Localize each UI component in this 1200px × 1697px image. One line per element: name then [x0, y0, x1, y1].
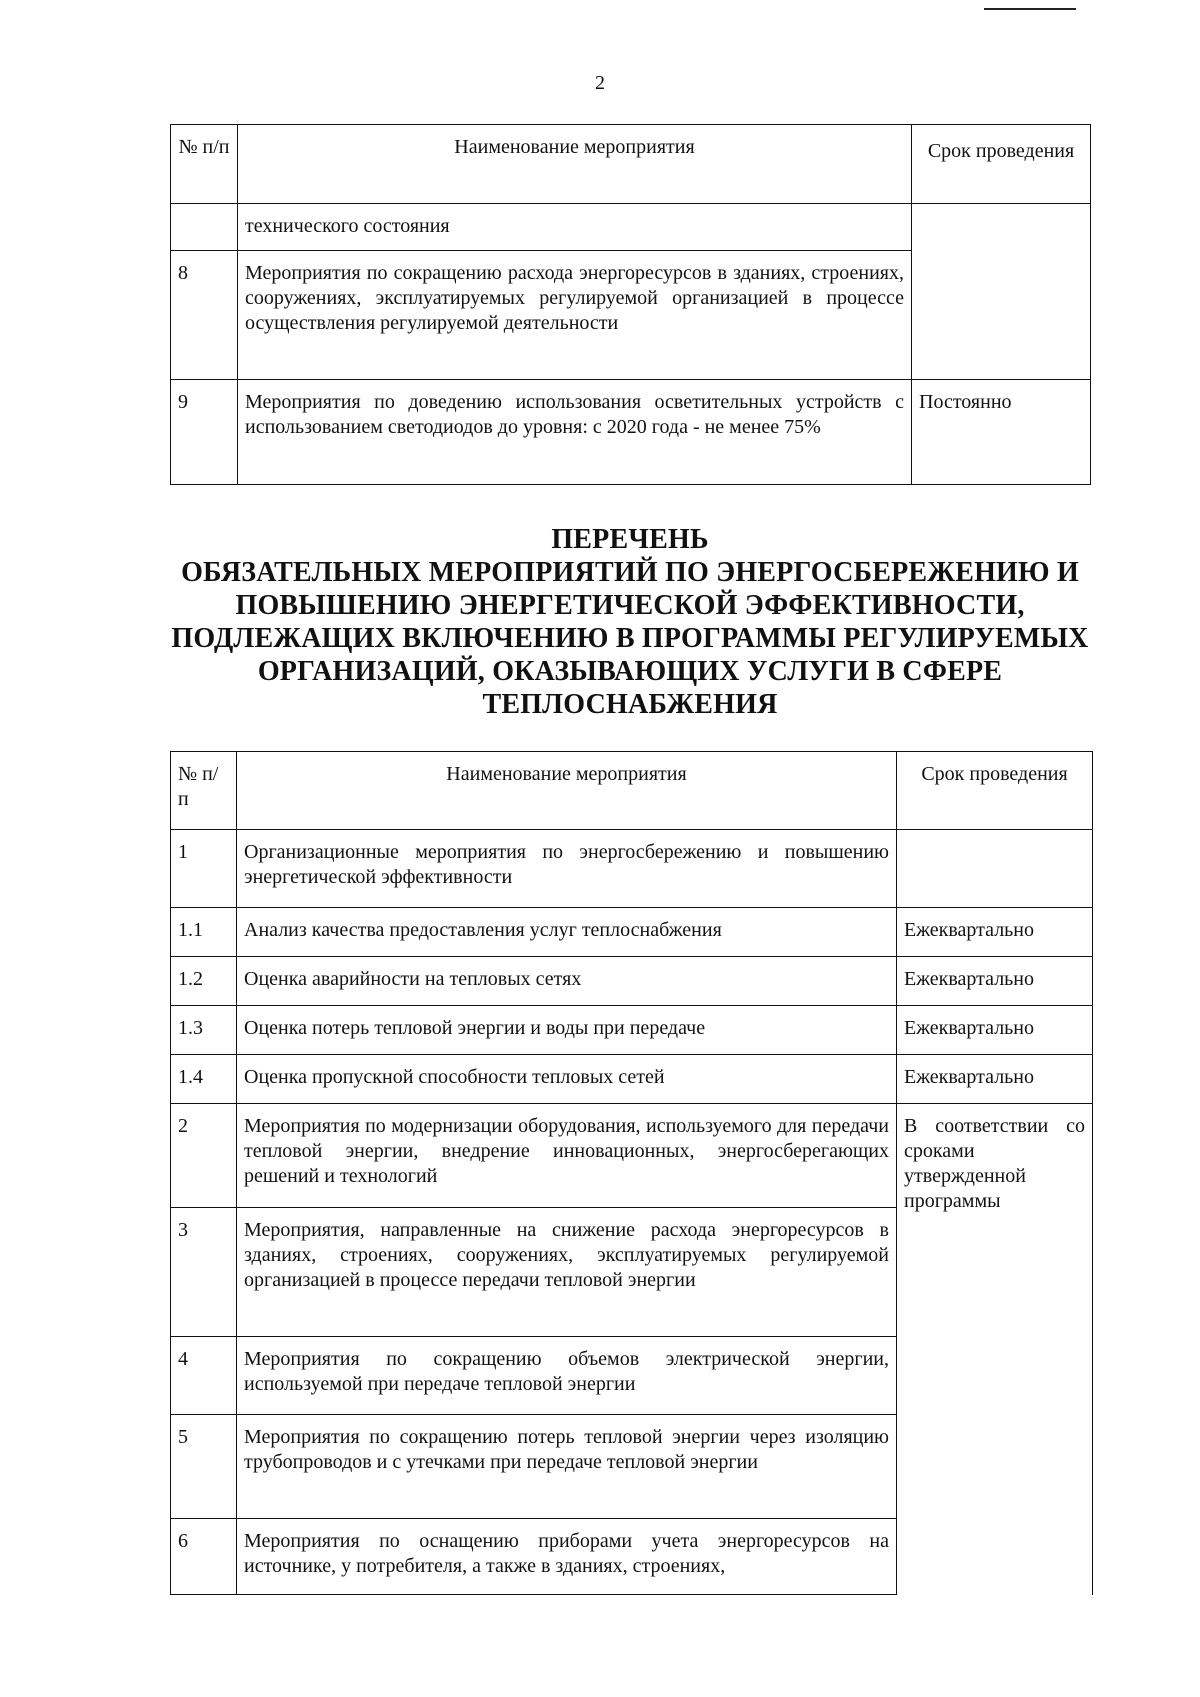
- row-num: [171, 204, 238, 251]
- row-name: Мероприятия по оснащению приборами учета энергоресурсов на источнике, у потребителя, а также в зданиях, строениях,: [237, 1519, 897, 1595]
- row-term: Ежеквартально: [897, 1055, 1093, 1104]
- page-corner-mark: [984, 8, 1076, 10]
- row-name: Оценка аварийности на тепловых сетях: [237, 957, 897, 1006]
- row-num: 6: [171, 1519, 237, 1595]
- row-name: Мероприятия по модернизации оборудования, используемого для передачи тепловой энергии, внедрение инновационных, энергосберегающих решений и технологий: [237, 1104, 897, 1208]
- title-line: ПОВЫШЕНИЮ ЭНЕРГЕТИЧЕСКОЙ ЭФФЕКТИВНОСТИ,: [235, 590, 1025, 621]
- header-term: Срок проведения: [897, 752, 1093, 830]
- row-num: 1.3: [171, 1006, 237, 1055]
- row-num: 4: [171, 1337, 237, 1415]
- measures-table: [170, 751, 1093, 1595]
- table-header-row: [171, 125, 1091, 204]
- row-name: Оценка потерь тепловой энергии и воды при передаче: [237, 1006, 897, 1055]
- row-name: технического состояния: [238, 204, 912, 251]
- row-name: Организационные мероприятия по энергосбережению и повышению энергетической эффективности: [237, 830, 897, 908]
- table-row: [171, 830, 1093, 908]
- title-line: ОРГАНИЗАЦИЙ, ОКАЗЫВАЮЩИХ УСЛУГИ В СФЕРЕ: [257, 656, 1003, 687]
- row-num: 1: [171, 830, 237, 908]
- row-name: Мероприятия, направленные на снижение расхода энергоресурсов в зданиях, строениях, сооружениях, эксплуатируемых регулируемой организацией в процессе передачи тепловой энергии: [237, 1208, 897, 1337]
- table-row: [171, 908, 1093, 957]
- row-name: Мероприятия по сокращению потерь тепловой энергии через изоляцию трубопроводов и с утечками при передаче тепловой энергии: [237, 1415, 897, 1519]
- row-term: Ежеквартально: [897, 908, 1093, 957]
- row-name: Мероприятия по сокращению объемов электрической энергии, используемой при передаче тепловой энергии: [237, 1337, 897, 1415]
- continuation-table: [170, 124, 1091, 485]
- row-term: В соответствии со сроками утвержденной программы: [897, 1104, 1093, 1595]
- table-row: [171, 380, 1091, 485]
- row-num: 5: [171, 1415, 237, 1519]
- table-row: [171, 1055, 1093, 1104]
- table-header-row: [171, 752, 1093, 830]
- title-line: ПЕРЕЧЕНЬ: [551, 524, 709, 555]
- row-num: 1.2: [171, 957, 237, 1006]
- table-row: [171, 957, 1093, 1006]
- header-num: № п/п: [171, 752, 237, 830]
- row-num: 3: [171, 1208, 237, 1337]
- row-term: [912, 204, 1091, 380]
- table-row: [171, 1006, 1093, 1055]
- row-term: Ежеквартально: [897, 957, 1093, 1006]
- title-line: ПОДЛЕЖАЩИХ ВКЛЮЧЕНИЮ В ПРОГРАММЫ РЕГУЛИРУЕМЫХ: [171, 623, 1089, 654]
- row-num: 8: [171, 251, 238, 380]
- page-number: 2: [595, 72, 605, 94]
- section-title: [150, 523, 1110, 721]
- header-num: № п/п: [171, 125, 238, 204]
- title-line: ОБЯЗАТЕЛЬНЫХ МЕРОПРИЯТИЙ ПО ЭНЕРГОСБЕРЕЖЕНИЮ И: [181, 557, 1079, 588]
- header-term: Срок проведения: [912, 125, 1091, 204]
- row-term: [897, 830, 1093, 908]
- row-term: Ежеквартально: [897, 1006, 1093, 1055]
- row-name: Мероприятия по доведению использования осветительных устройств с использованием светодиодов до уровня: с 2020 года - не менее 75%: [238, 380, 912, 485]
- row-num: 1.1: [171, 908, 237, 957]
- row-num: 9: [171, 380, 238, 485]
- row-term: Постоянно: [912, 380, 1091, 485]
- table-row: [171, 204, 1091, 251]
- row-name: Анализ качества предоставления услуг теплоснабжения: [237, 908, 897, 957]
- row-num: 1.4: [171, 1055, 237, 1104]
- row-name: Мероприятия по сокращению расхода энергоресурсов в зданиях, строениях, сооружениях, эксплуатируемых регулируемой организацией в процессе осуществления регулируемой деятельности: [238, 251, 912, 380]
- row-num: 2: [171, 1104, 237, 1208]
- row-name: Оценка пропускной способности тепловых сетей: [237, 1055, 897, 1104]
- header-name: Наименование мероприятия: [237, 752, 897, 830]
- title-line: ТЕПЛОСНАБЖЕНИЯ: [482, 689, 778, 720]
- header-name: Наименование мероприятия: [238, 125, 912, 204]
- table-row: [171, 1104, 1093, 1208]
